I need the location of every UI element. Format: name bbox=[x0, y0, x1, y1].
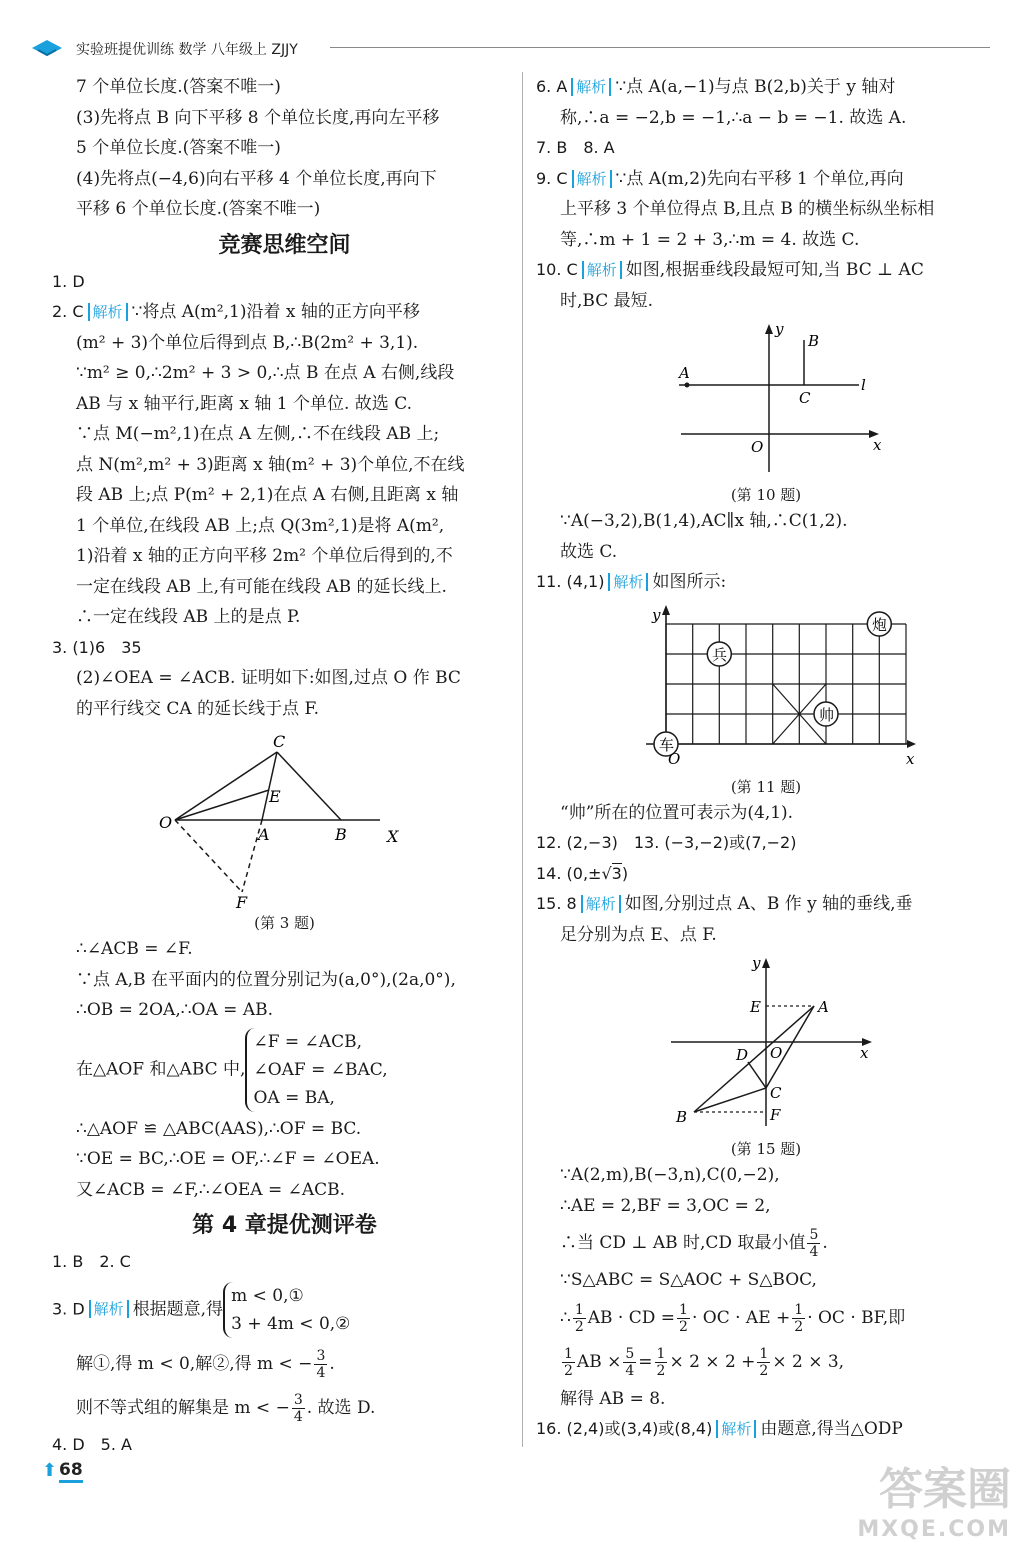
piece-pao bbox=[867, 612, 891, 636]
label-F: F bbox=[235, 893, 247, 910]
text-line: ∵点 M(−m²,1)在点 A 左侧,∴不在线段 AB 上; bbox=[76, 424, 440, 444]
answer-line: 1. D bbox=[52, 271, 85, 291]
text-line: ∴∠ACB = ∠F. bbox=[76, 939, 193, 959]
text-inline: AB × bbox=[576, 1351, 622, 1372]
label-X: X bbox=[386, 827, 398, 846]
text-line: 一定在线段 AB 上,有可能在线段 AB 的延长线上. bbox=[76, 576, 447, 597]
text-inline: · OC · BF,即 bbox=[807, 1307, 906, 1328]
numerator: 1 bbox=[656, 1345, 666, 1362]
numerator: 1 bbox=[794, 1301, 804, 1318]
piece-label: 炮 bbox=[872, 615, 888, 634]
numerator: 1 bbox=[679, 1301, 688, 1318]
denominator: 2 bbox=[564, 1362, 573, 1379]
text-line: 7 个单位长度.(答案不唯一) bbox=[76, 77, 281, 97]
text-inline: 14. (0,± bbox=[536, 863, 602, 883]
denominator: 2 bbox=[574, 1318, 584, 1335]
text-inline: ) bbox=[621, 863, 629, 883]
denominator: 2 bbox=[759, 1362, 769, 1379]
figure-caption: (第 3 题) bbox=[254, 914, 315, 932]
label-D: D bbox=[736, 1046, 749, 1064]
radicand: 3 bbox=[611, 863, 622, 883]
system-line: ∠F = ∠ACB, bbox=[253, 1031, 362, 1052]
figure-11-chessboard bbox=[616, 604, 916, 774]
text-line: 平移 6 个单位长度.(答案不唯一) bbox=[76, 199, 321, 219]
label-B: B bbox=[808, 332, 820, 350]
text-inline: ∴ bbox=[560, 1307, 571, 1328]
answer-line: 3. (1)6 35 bbox=[52, 637, 142, 657]
piece-label: 兵 bbox=[712, 645, 728, 664]
text-inline: × 2 × 3, bbox=[772, 1351, 845, 1372]
fraction bbox=[314, 1348, 327, 1381]
fraction-half bbox=[655, 1346, 668, 1379]
right-column bbox=[536, 72, 996, 1445]
sqrt-sign-icon: √ bbox=[601, 863, 612, 883]
equation-system bbox=[52, 1028, 517, 1112]
numerator: 1 bbox=[759, 1345, 769, 1362]
header-title: 实验班提优训练 数学 八年级上 ZJJY bbox=[76, 42, 298, 58]
brace-system bbox=[223, 1282, 350, 1338]
label-l: l bbox=[861, 376, 866, 394]
answer-line: 12. (2,−3) 13. (−3,−2)或(7,−2) bbox=[536, 833, 797, 852]
system-line: OA = BA, bbox=[253, 1087, 335, 1108]
answer-line: 7. B 8. A bbox=[536, 138, 615, 157]
text-inline: ∴当 CD ⊥ AB 时,CD 取最小值 bbox=[560, 1233, 806, 1253]
answer-number: 6. A bbox=[536, 77, 568, 96]
answer-line bbox=[536, 889, 996, 920]
label-B: B bbox=[334, 825, 347, 844]
answer-number: 3. D bbox=[52, 1299, 85, 1318]
denominator: 4 bbox=[625, 1362, 635, 1379]
text-inline: . bbox=[822, 1233, 828, 1253]
text-line: 又∠ACB = ∠F,∴∠OEA = ∠ACB. bbox=[76, 1179, 346, 1200]
label-E: E bbox=[268, 787, 281, 806]
left-column bbox=[52, 72, 517, 1460]
label-C: C bbox=[799, 389, 811, 407]
answer-text: 如图,根据垂线段最短可知,当 BC ⊥ AC bbox=[625, 260, 924, 280]
text-line: 足分别为点 E、点 F. bbox=[560, 924, 717, 945]
text-line: ∴△AOF ≌ △ABC(AAS),∴OF = BC. bbox=[76, 1118, 362, 1139]
watermark-line1: 答案圈 bbox=[879, 1464, 1011, 1515]
text-inline: · OC · AE + bbox=[691, 1307, 791, 1328]
label-C: C bbox=[770, 1084, 782, 1102]
denominator: 2 bbox=[679, 1318, 688, 1335]
fraction-half bbox=[562, 1346, 575, 1379]
watermark-line2: MXQE.COM bbox=[857, 1517, 1011, 1542]
label-E: E bbox=[750, 998, 761, 1016]
text-line: 解得 AB = 8. bbox=[560, 1388, 666, 1409]
answer-line bbox=[52, 297, 517, 328]
figure-15 bbox=[656, 956, 876, 1136]
denominator: 2 bbox=[656, 1362, 666, 1379]
answer-line bbox=[536, 72, 996, 103]
text-line: ∵OE = BC,∴OE = OF,∴∠F = ∠OEA. bbox=[76, 1149, 380, 1169]
numerator: 3 bbox=[316, 1347, 326, 1364]
label-x: x bbox=[873, 436, 881, 454]
analysis-tag: 解析 bbox=[572, 170, 612, 188]
answer-text: ∵将点 A(m²,1)沿着 x 轴的正方向平移 bbox=[131, 302, 420, 322]
text-line: ∵A(−3,2),B(1,4),AC∥x 轴,∴C(1,2). bbox=[560, 511, 848, 531]
answer-number: 2. C bbox=[52, 302, 84, 321]
figure-caption: (第 10 题) bbox=[730, 486, 802, 504]
system-line: ∠OAF = ∠BAC, bbox=[253, 1059, 388, 1080]
label-C: C bbox=[272, 732, 285, 751]
brace-system bbox=[245, 1028, 387, 1112]
section-title-contest: 竞赛思维空间 bbox=[218, 232, 351, 258]
text-inline: . bbox=[329, 1353, 335, 1374]
text-line: ∵S△ABC = S△AOC + S△BOC, bbox=[560, 1270, 817, 1290]
label-y: y bbox=[752, 956, 761, 972]
answer-line: 1. B 2. C bbox=[52, 1252, 131, 1271]
text-line: 故选 C. bbox=[560, 541, 618, 562]
text-line: 上平移 3 个单位得点 B,且点 B 的横坐标纵坐标相 bbox=[560, 199, 935, 219]
text-line bbox=[52, 1386, 517, 1430]
text-inline: × 2 × 2 + bbox=[669, 1351, 756, 1372]
text-line: ∵点 A,B 在平面内的位置分别记为(a,0°),(2a,0°), bbox=[76, 969, 456, 990]
text-line bbox=[536, 1340, 996, 1384]
text-line: 称,∴a = −2,b = −1,∴a − b = −1. 故选 A. bbox=[560, 107, 907, 128]
figure-3 bbox=[155, 730, 415, 910]
section-title-chapter4: 第 4 章提优测评卷 bbox=[192, 1213, 377, 1238]
answer-text: 如图所示: bbox=[652, 572, 727, 592]
numerator: 1 bbox=[574, 1301, 584, 1318]
label-O: O bbox=[668, 749, 681, 768]
answer-number: 9. C bbox=[536, 168, 568, 188]
fraction-half bbox=[573, 1302, 586, 1335]
text-line: 等,∴m + 1 = 2 + 3,∴m = 4. 故选 C. bbox=[560, 229, 860, 250]
text-line: ∴OB = 2OA,∴OA = AB. bbox=[76, 1000, 273, 1020]
text-line bbox=[536, 1221, 996, 1265]
answer-line bbox=[536, 859, 996, 890]
text-line: ∴一定在线段 AB 上的是点 P. bbox=[76, 607, 301, 627]
figure-caption: (第 11 题) bbox=[730, 777, 802, 796]
page-number: 68 bbox=[59, 1460, 83, 1483]
answer-line: 4. D 5. A bbox=[52, 1434, 132, 1454]
answer-number: 16. (2,4)或(3,4)或(8,4) bbox=[536, 1419, 713, 1438]
text-line: (2)∠OEA = ∠ACB. 证明如下:如图,过点 O 作 BC bbox=[76, 668, 461, 688]
book-logo-icon bbox=[30, 38, 64, 58]
analysis-tag: 解析 bbox=[582, 261, 622, 279]
answer-number: 15. 8 bbox=[536, 894, 577, 913]
piece-bing bbox=[707, 642, 731, 666]
fraction-half bbox=[757, 1346, 770, 1379]
answer-number: 10. C bbox=[536, 260, 578, 279]
text-line: 的平行线交 CA 的延长线于点 F. bbox=[76, 698, 320, 719]
answer-line bbox=[536, 567, 996, 598]
text-inline: AB · CD = bbox=[587, 1307, 676, 1328]
column-divider bbox=[522, 72, 523, 1447]
text-line: 段 AB 上;点 P(m² + 2,1)在点 A 右侧,且距离 x 轴 bbox=[76, 485, 459, 505]
figure-caption: (第 15 题) bbox=[730, 1140, 802, 1158]
analysis-tag: 解析 bbox=[89, 1300, 129, 1318]
text-line: ∵m² ≥ 0,∴2m² + 3 > 0,∴点 B 在点 A 右侧,线段 bbox=[76, 363, 455, 383]
page-number-badge bbox=[42, 1457, 94, 1487]
fraction-half bbox=[677, 1302, 690, 1335]
label-y: y bbox=[652, 605, 661, 624]
page-header bbox=[30, 34, 990, 60]
text-line: 点 N(m²,m² + 3)距离 x 轴(m² + 3)个单位,不在线 bbox=[76, 454, 465, 475]
fraction bbox=[807, 1227, 820, 1260]
fraction bbox=[623, 1346, 636, 1379]
answer-text: ∵点 A(a,−1)与点 B(2,b)关于 y 轴对 bbox=[615, 77, 896, 97]
label-y: y bbox=[775, 322, 784, 338]
fraction-half bbox=[792, 1302, 805, 1335]
text-inline: 则不等式组的解集是 m < − bbox=[76, 1397, 290, 1418]
label-F: F bbox=[770, 1106, 781, 1124]
text-line: (4)先将点(−4,6)向右平移 4 个单位长度,再向下 bbox=[76, 168, 437, 189]
label-x: x bbox=[906, 749, 915, 768]
analysis-tag: 解析 bbox=[716, 1420, 756, 1438]
piece-label: 车 bbox=[659, 735, 675, 754]
watermark bbox=[857, 1464, 1011, 1550]
system-line: m < 0,① bbox=[231, 1285, 304, 1306]
answer-number: 11. (4,1) bbox=[536, 572, 605, 591]
label-O: O bbox=[770, 1044, 783, 1062]
text-line: (m² + 3)个单位后得到点 B,∴B(2m² + 3,1). bbox=[76, 332, 419, 353]
numerator: 3 bbox=[293, 1391, 303, 1408]
text-line: (3)先将点 B 向下平移 8 个单位长度,再向左平移 bbox=[76, 107, 440, 128]
denominator: 4 bbox=[809, 1244, 819, 1260]
analysis-tag: 解析 bbox=[571, 78, 611, 96]
text-line: ∵A(2,m),B(−3,n),C(0,−2), bbox=[560, 1165, 780, 1185]
system-line: 3 + 4m < 0,② bbox=[231, 1313, 351, 1334]
numerator: 1 bbox=[564, 1345, 573, 1362]
label-x: x bbox=[860, 1044, 869, 1062]
numerator: 5 bbox=[809, 1227, 819, 1243]
answer-line bbox=[536, 255, 996, 286]
numerator: 5 bbox=[625, 1345, 635, 1362]
text-inline: 解①,得 m < 0,解②,得 m < − bbox=[76, 1353, 313, 1374]
answer-text: ∵点 A(m,2)先向右平移 1 个单位,再向 bbox=[615, 168, 904, 189]
label-A: A bbox=[679, 364, 690, 382]
analysis-tag: 解析 bbox=[88, 303, 128, 321]
label-B: B bbox=[676, 1108, 688, 1126]
denominator: 4 bbox=[316, 1364, 326, 1381]
label-A: A bbox=[818, 998, 829, 1016]
analysis-tag: 解析 bbox=[608, 573, 648, 591]
text-line: 5 个单位长度.(答案不唯一) bbox=[76, 138, 281, 158]
answer-text: 如图,分别过点 A、B 作 y 轴的垂线,垂 bbox=[624, 894, 913, 914]
up-arrow-icon: ⬆ bbox=[42, 1460, 58, 1481]
analysis-tag: 解析 bbox=[581, 895, 621, 913]
label-O: O bbox=[751, 438, 764, 456]
piece-label: 帅 bbox=[819, 705, 835, 724]
answer-line bbox=[52, 1282, 517, 1338]
text-line: 1 个单位,在线段 AB 上;点 Q(3m²,1)是将 A(m², bbox=[76, 515, 445, 536]
answer-text: 由题意,得当△ODP bbox=[760, 1419, 903, 1439]
figure-10 bbox=[651, 322, 881, 482]
answer-line bbox=[536, 164, 996, 195]
text-inline: . 故选 D. bbox=[306, 1397, 376, 1418]
text-line bbox=[536, 1296, 996, 1340]
text-line: 1)沿着 x 轴的正方向平移 2m² 个单位后得到的,不 bbox=[76, 546, 453, 566]
text-line: 时,BC 最短. bbox=[560, 290, 654, 311]
text-inline: 在△AOF 和△ABC 中, bbox=[76, 1059, 246, 1079]
denominator: 4 bbox=[293, 1408, 303, 1425]
answer-line bbox=[536, 1414, 996, 1445]
label-O: O bbox=[158, 813, 172, 832]
text-line: AB 与 x 轴平行,距离 x 轴 1 个单位. 故选 C. bbox=[76, 393, 413, 414]
text-line: “帅”所在的位置可表示为(4,1). bbox=[560, 802, 794, 823]
text-inline: = bbox=[638, 1351, 653, 1372]
fraction bbox=[292, 1392, 305, 1425]
denominator: 2 bbox=[794, 1318, 804, 1335]
label-A: A bbox=[257, 825, 270, 844]
answer-text: 根据题意,得 bbox=[132, 1299, 224, 1319]
text-line: ∴AE = 2,BF = 3,OC = 2, bbox=[560, 1195, 771, 1216]
header-rule bbox=[330, 47, 990, 48]
piece-shuai bbox=[814, 702, 838, 726]
text-line bbox=[52, 1342, 517, 1386]
